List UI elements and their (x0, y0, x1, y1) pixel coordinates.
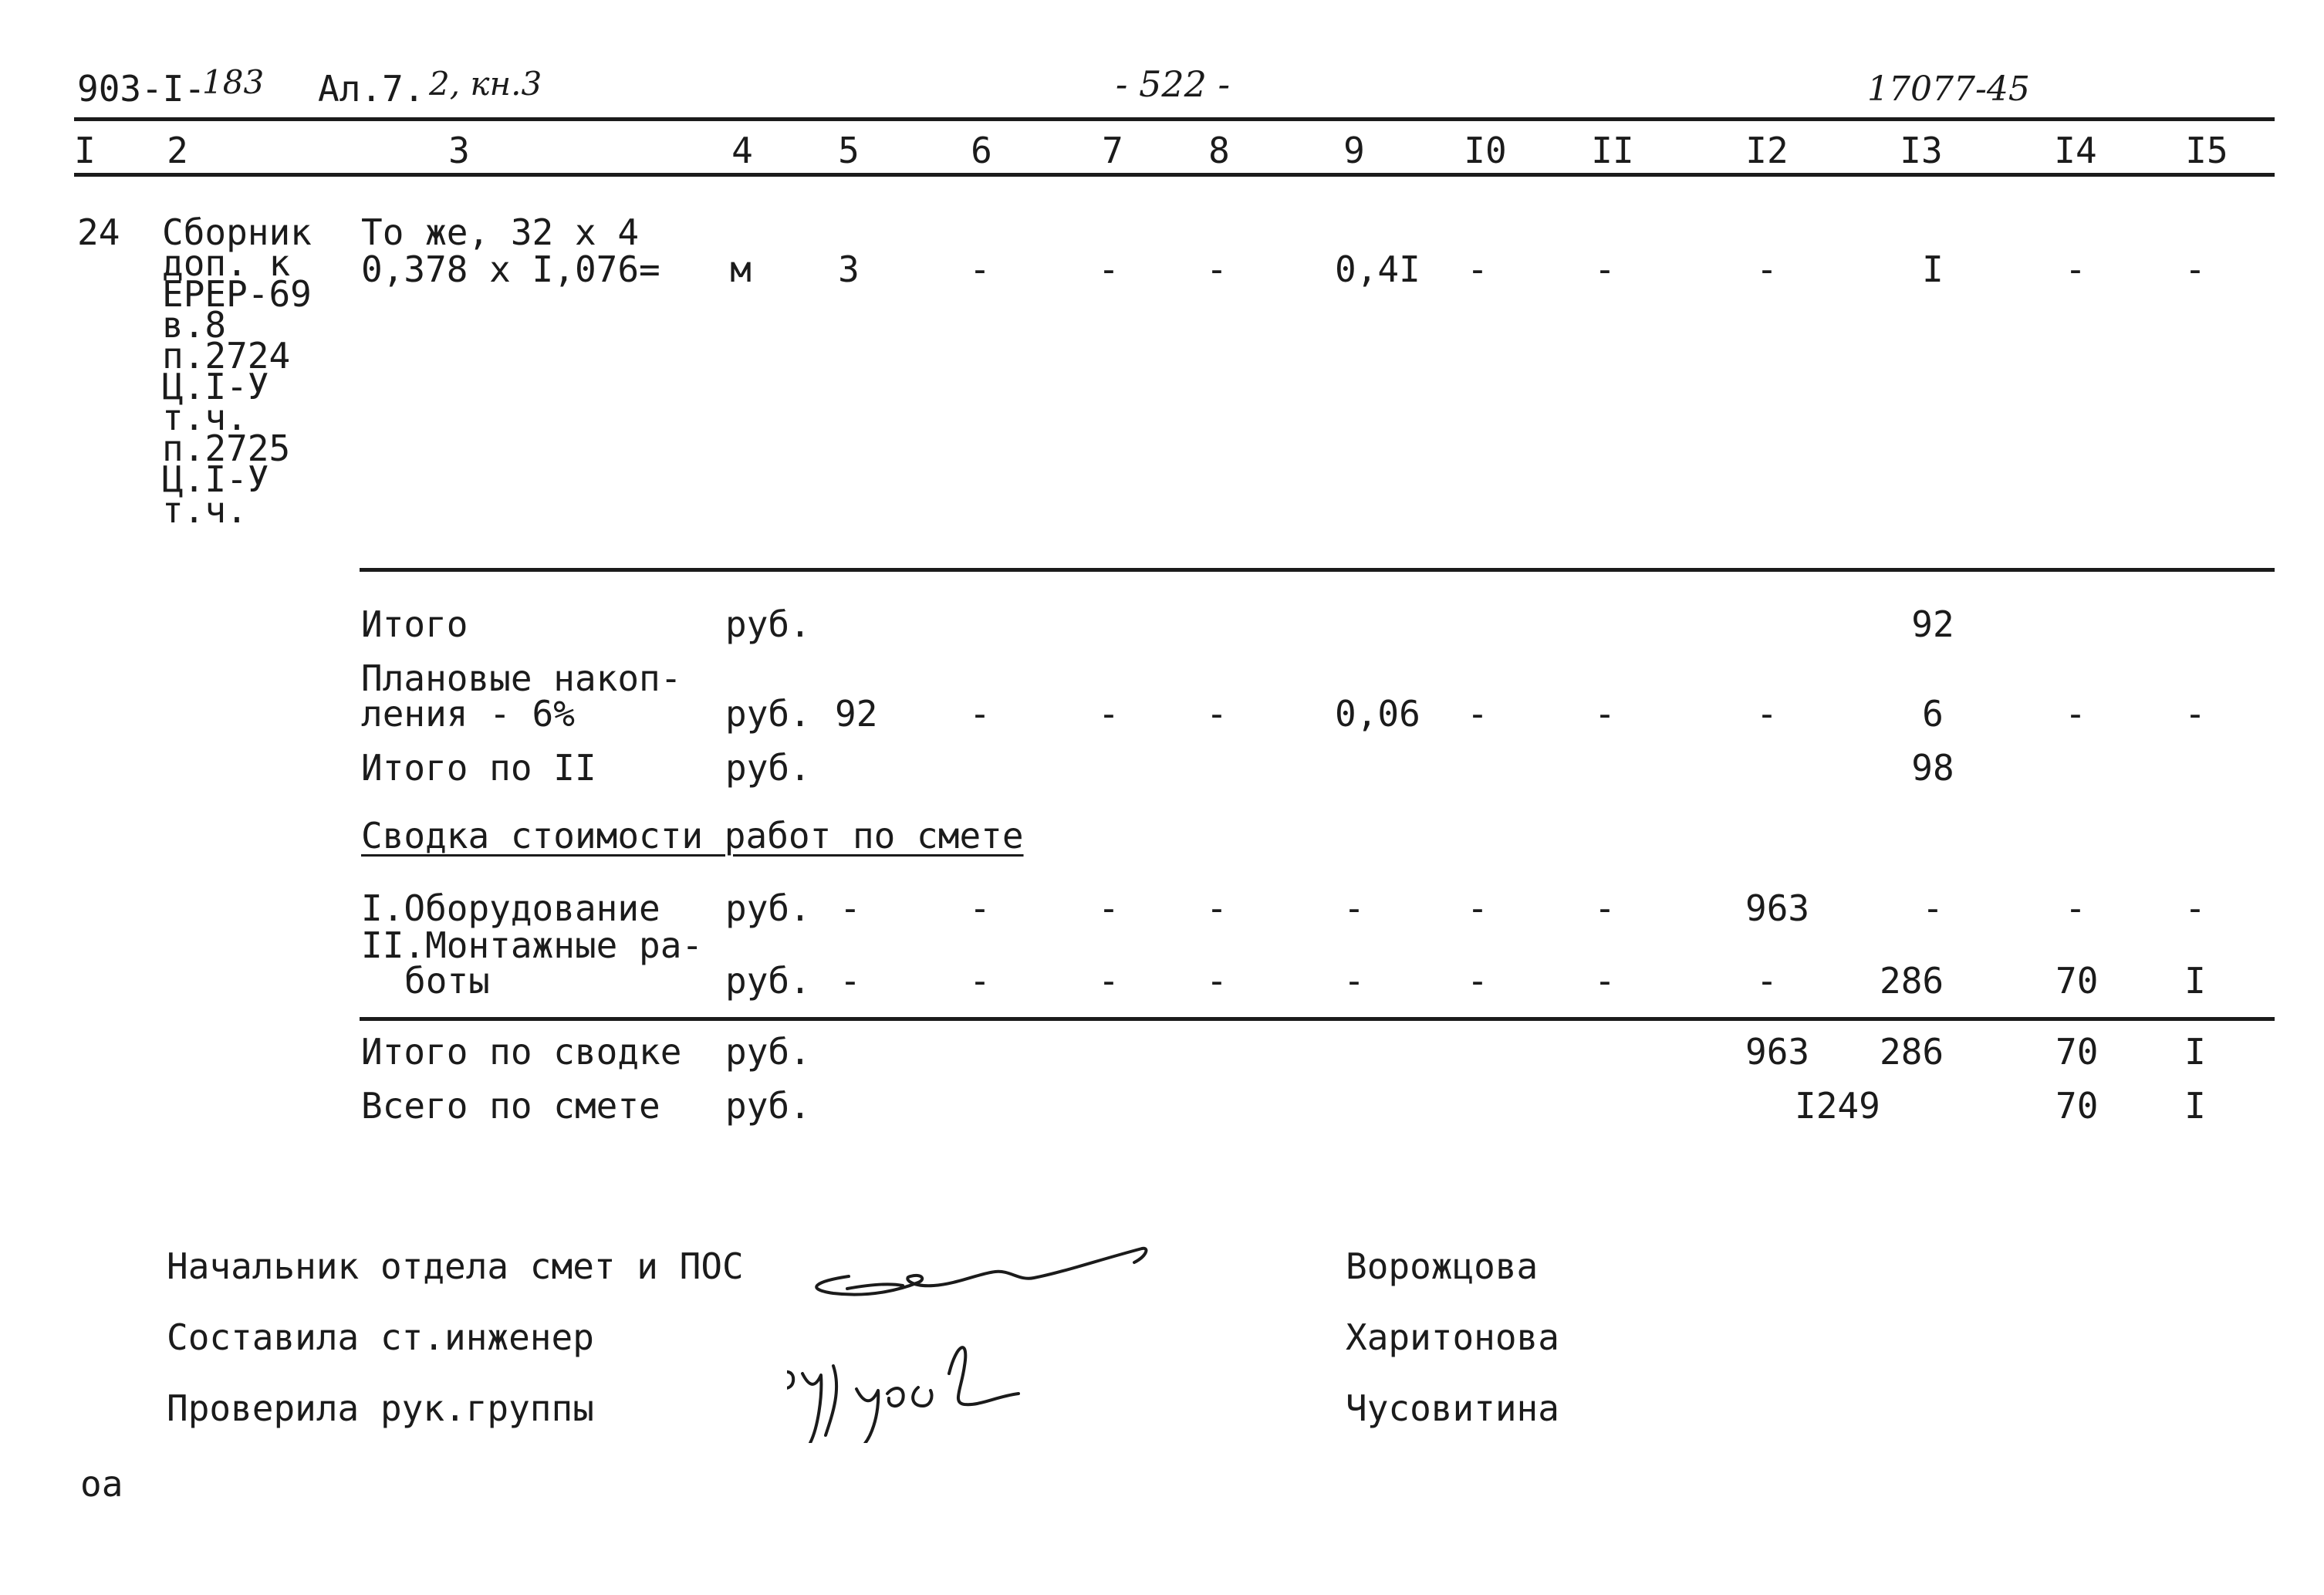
col-header-15: I5 (2185, 130, 2228, 171)
cell-c9: - (1343, 887, 1365, 929)
cell-c15: I (2184, 1031, 2206, 1073)
work-description-line2: 0,378 х I,076= (361, 248, 660, 290)
doc-code-handwritten: 183 (202, 63, 265, 101)
source-line: Ц.I-У (162, 366, 269, 407)
cell-c11: - (1594, 887, 1616, 929)
album-ref: Ал.7. (318, 68, 425, 110)
col-header-3: 3 (448, 130, 470, 171)
cell-c6: - (969, 248, 991, 290)
signature-name: Харитонова (1346, 1316, 1559, 1358)
work-description-line1: То же, 32 х 4 (361, 211, 640, 253)
unit-cell: руб. (725, 887, 811, 929)
summary-title: Сводка стоимости работ по смете (361, 815, 1024, 857)
row-label: Итого (361, 603, 468, 645)
cell-c15: - (2184, 693, 2206, 735)
cell-c12-c13: I249 (1795, 1085, 1880, 1127)
unit-cell: м (730, 248, 752, 290)
cell-c13: I (1922, 248, 1944, 290)
source-line: Сборник (162, 211, 312, 253)
row-label: Итого по сводке (361, 1031, 682, 1073)
cell-c5: 92 (835, 693, 878, 735)
cell-c11: - (1594, 248, 1616, 290)
source-line: Ц.I-У (162, 458, 269, 500)
unit-cell: руб. (725, 960, 811, 1002)
cell-c13: 286 (1880, 1031, 1944, 1073)
row-label-line1: II.Монтажные ра- (361, 924, 704, 966)
cell-c7: - (1098, 248, 1120, 290)
col-header-12: I2 (1745, 130, 1789, 171)
signature-name: Ворожцова (1346, 1245, 1539, 1287)
col-header-7: 7 (1102, 130, 1123, 171)
source-line: доп. к (162, 242, 291, 284)
cell-c15: I (2184, 960, 2206, 1002)
header-bottom-rule (74, 173, 2275, 177)
row-label: Итого по II (361, 747, 596, 789)
cell-c9: 0,4I (1335, 248, 1420, 290)
col-header-8: 8 (1208, 130, 1230, 171)
cell-c13: 98 (1911, 747, 1954, 789)
cell-c6: - (969, 960, 991, 1002)
cell-c8: - (1206, 960, 1228, 1002)
cell-c15: - (2184, 248, 2206, 290)
subtotal-rule (360, 568, 2275, 572)
cell-c5: - (839, 887, 861, 929)
cell-c14: - (2065, 887, 2086, 929)
cell-c12: 963 (1745, 887, 1810, 929)
cell-c14: 70 (2055, 960, 2099, 1002)
cell-c10: - (1467, 960, 1488, 1002)
col-header-5: 5 (838, 130, 860, 171)
footer-mark: оа (80, 1463, 123, 1505)
cell-c13: 6 (1922, 693, 1944, 735)
cell-c14: - (2065, 693, 2086, 735)
header-top-rule (74, 117, 2275, 121)
cell-c10: - (1467, 887, 1488, 929)
row-label: Всего по смете (361, 1085, 660, 1127)
unit-cell: руб. (725, 693, 811, 735)
cell-c6: - (969, 887, 991, 929)
signature-role: Проверила рук.группы (167, 1387, 594, 1429)
signature-role: Начальник отдела смет и ПОС (167, 1245, 744, 1287)
summary-total-rule (360, 1017, 2275, 1021)
document-number: 17077-45 (1867, 69, 2030, 109)
source-line: т.ч. (162, 397, 248, 438)
cell-c10: - (1467, 248, 1488, 290)
cell-c15: I (2184, 1085, 2206, 1127)
source-line: п.2724 (162, 335, 291, 377)
col-header-4: 4 (731, 130, 753, 171)
unit-cell: руб. (725, 1031, 811, 1073)
cell-c7: - (1098, 887, 1120, 929)
source-line: п.2725 (162, 427, 291, 469)
album-ref-handwritten: 2, кн.3 (429, 65, 542, 103)
quantity-cell: 3 (838, 248, 860, 290)
source-line: т.ч. (162, 489, 248, 531)
cell-c9: 0,06 (1335, 693, 1420, 735)
cell-c8: - (1206, 693, 1228, 735)
col-header-2: 2 (167, 130, 188, 171)
cell-c8: - (1206, 887, 1228, 929)
col-header-14: I4 (2054, 130, 2097, 171)
row-label: I.Оборудование (361, 887, 660, 929)
source-line: ЕРЕР-69 (162, 273, 312, 315)
col-header-13: I3 (1900, 130, 1943, 171)
row-label-line2: боты (404, 960, 490, 1002)
unit-cell: руб. (725, 747, 811, 789)
col-header-11: II (1591, 130, 1634, 171)
col-header-10: I0 (1464, 130, 1507, 171)
row-number: 24 (77, 211, 120, 253)
cell-c7: - (1098, 960, 1120, 1002)
cell-c7: - (1098, 693, 1120, 735)
cell-c9: - (1343, 960, 1365, 1002)
unit-cell: руб. (725, 1085, 811, 1127)
cell-c11: - (1594, 693, 1616, 735)
cell-c6: - (969, 693, 991, 735)
cell-c12: - (1756, 693, 1778, 735)
row-label-line2: ления - 6% (361, 693, 575, 735)
cell-c13: - (1922, 887, 1944, 929)
row-label-line1: Плановые накоп- (361, 657, 682, 699)
cell-c13: 92 (1911, 603, 1954, 645)
cell-c14: - (2065, 248, 2086, 290)
cell-c13: 286 (1880, 960, 1944, 1002)
cell-c15: - (2184, 887, 2206, 929)
page-number: - 522 - (1115, 63, 1231, 105)
col-header-1: I (74, 130, 96, 171)
unit-cell: руб. (725, 603, 811, 645)
handwritten-signatures (787, 1211, 1173, 1443)
cell-c12: 963 (1745, 1031, 1810, 1073)
cell-c11: - (1594, 960, 1616, 1002)
signature-name: Чусовитина (1346, 1387, 1559, 1429)
cell-c14: 70 (2055, 1085, 2099, 1127)
source-line: в.8 (162, 304, 227, 346)
cell-c10: - (1467, 693, 1488, 735)
cell-c8: - (1206, 248, 1228, 290)
col-header-9: 9 (1343, 130, 1365, 171)
signature-role: Составила ст.инженер (167, 1316, 594, 1358)
cell-c5: - (839, 960, 861, 1002)
cell-c12: - (1756, 960, 1778, 1002)
cell-c14: 70 (2055, 1031, 2099, 1073)
cell-c12: - (1756, 248, 1778, 290)
doc-code: 903-I- (77, 68, 206, 110)
col-header-6: 6 (971, 130, 992, 171)
